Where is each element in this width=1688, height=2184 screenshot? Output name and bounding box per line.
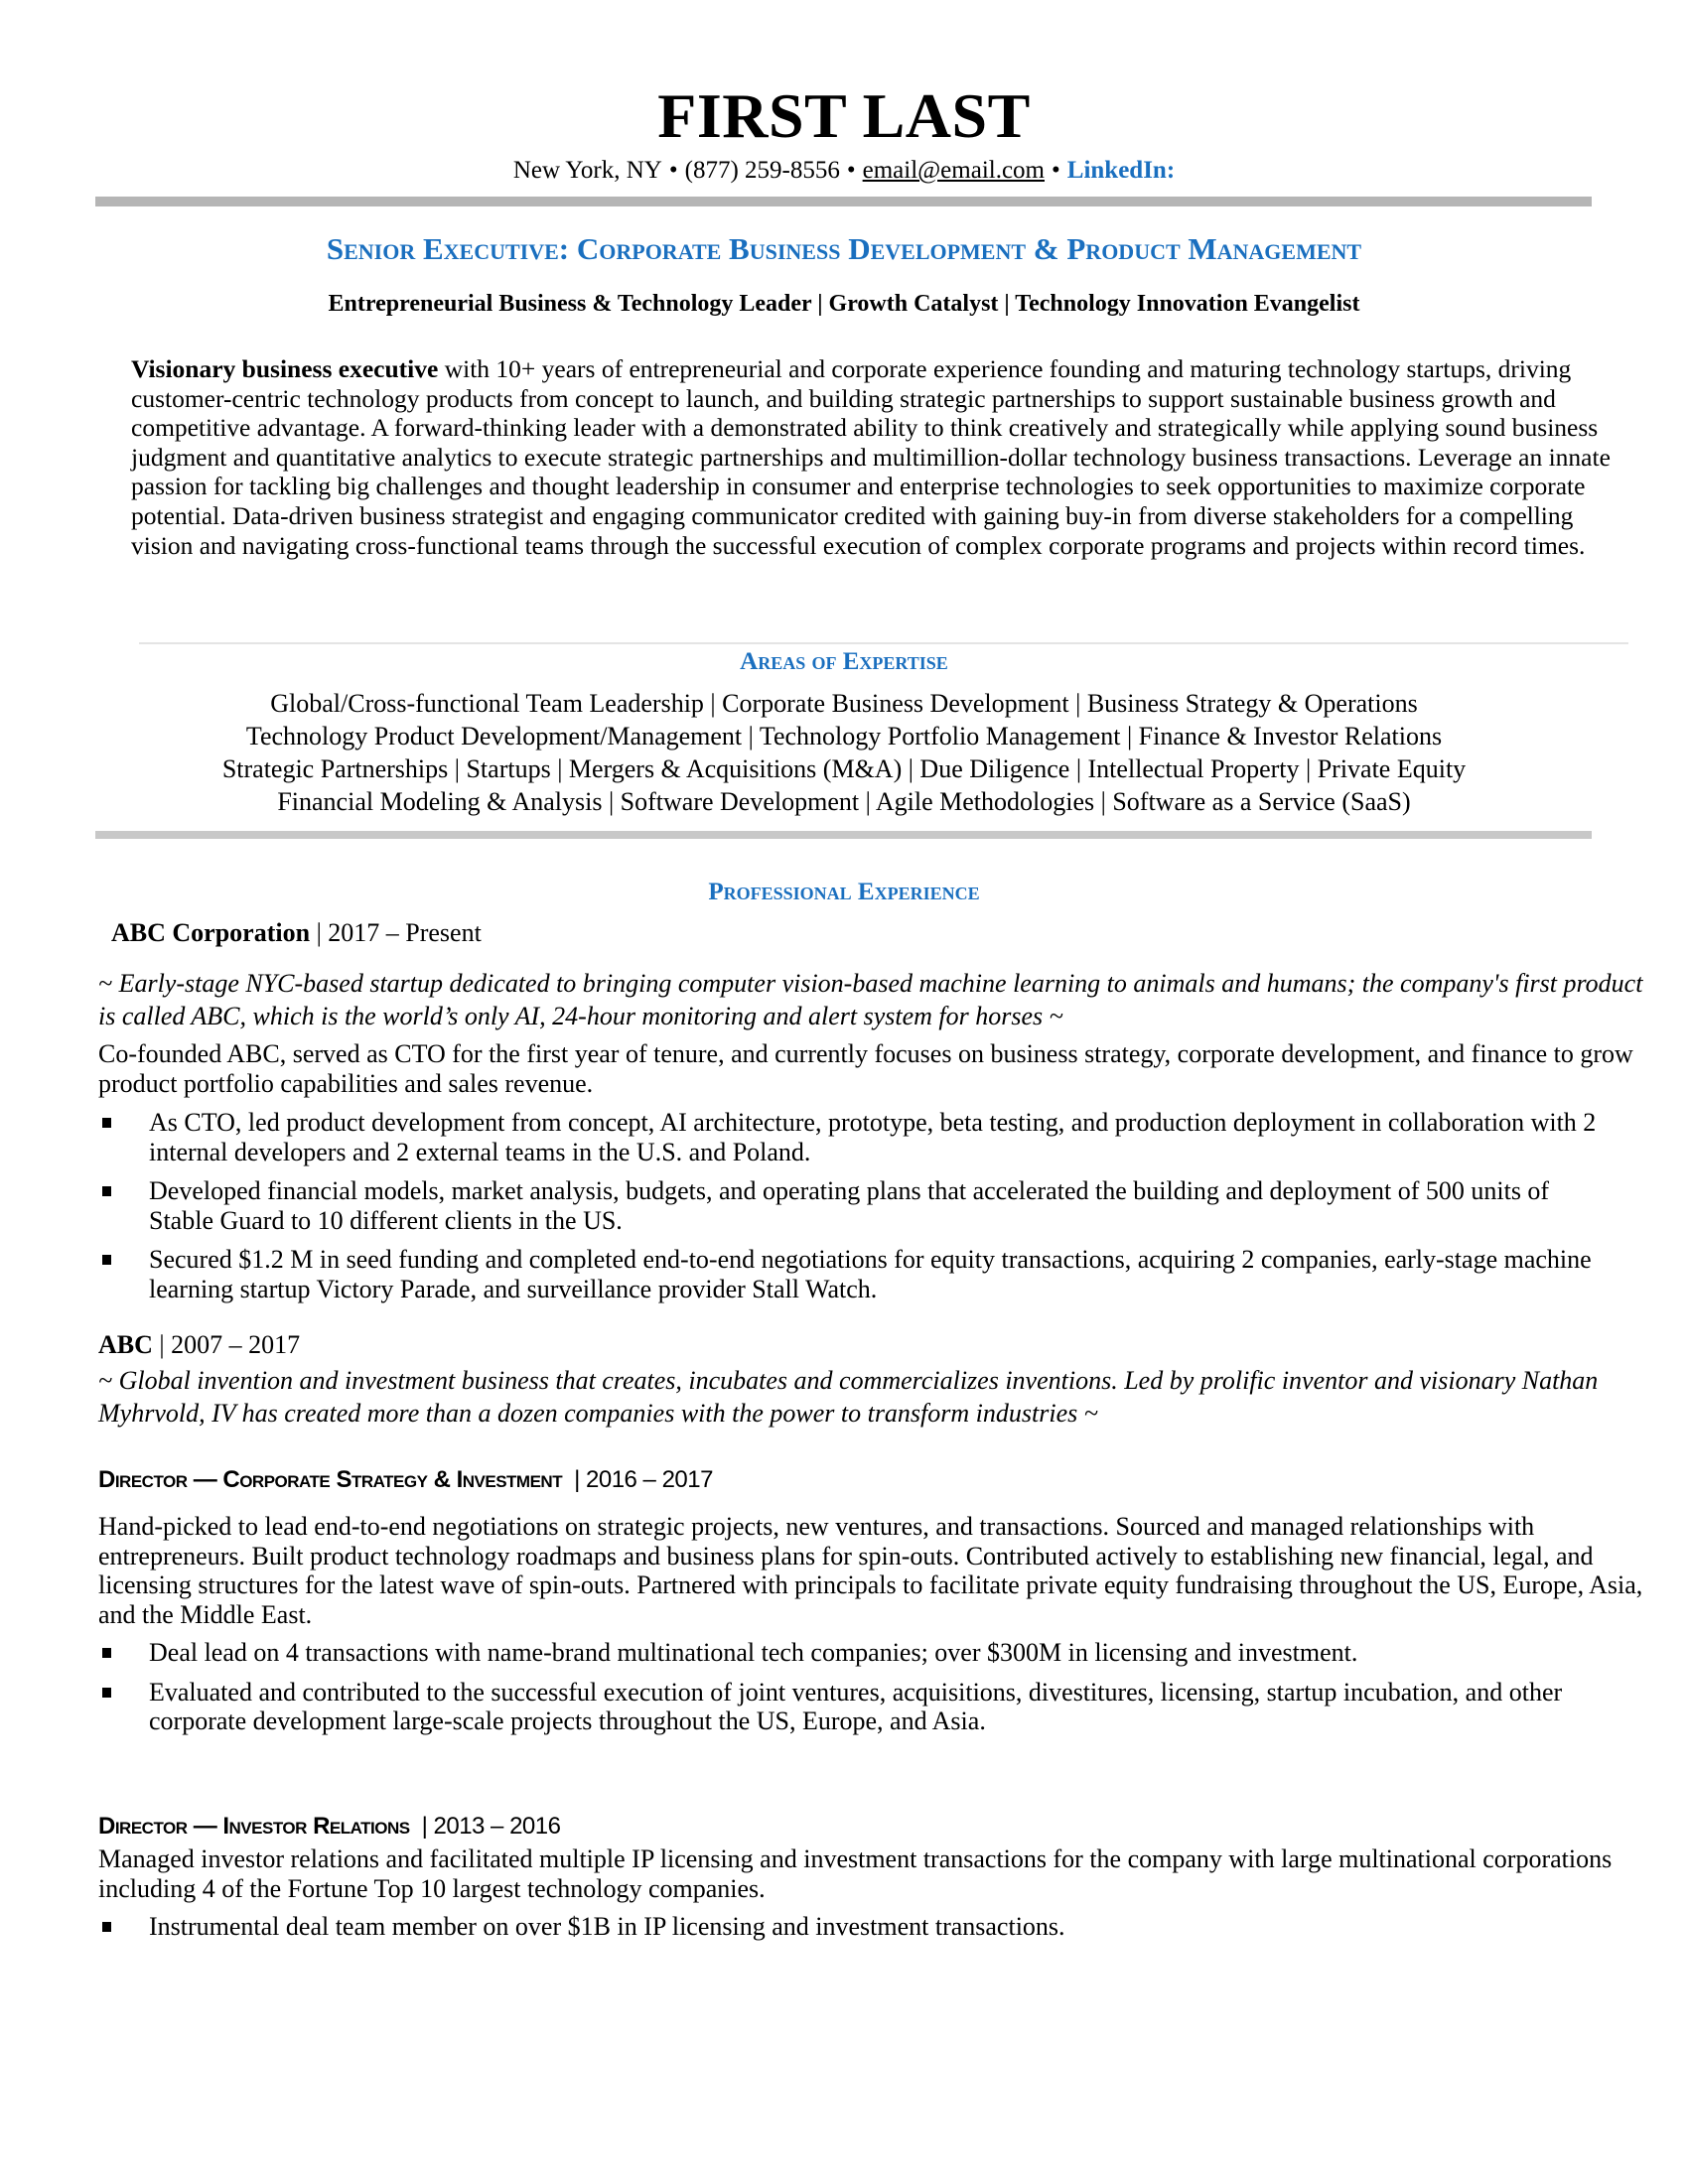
role-dates: | 2016 – 2017 [574,1466,713,1493]
summary-lead: Visionary business executive [131,354,439,383]
role-heading [98,1812,560,1842]
role-dates: | 2013 – 2016 [421,1813,561,1840]
role-title: Director — Corporate Strategy & Investment [98,1466,563,1493]
expertise-line: Strategic Partnerships | Startups | Mergers & Acquisitions (M&A) | Due Diligence | Intellectual Property | Private Equity [221,754,1467,783]
expertise-line: Financial Modeling & Analysis | Software Development | Agile Methodologies | Software as a Service (SaaS) [277,787,1411,816]
role-heading [98,1465,713,1495]
summary-paragraph [131,354,1640,560]
bullet-text: Developed financial models, market analysis, budgets, and operating plans that accelerated the building and deployment of 500 units of Stable Guard to 10 different clients in the US. [149,1176,1550,1235]
bullet-separator: • [1052,157,1060,184]
professional-title: Senior Executive: Corporate Business Development & Product Management [326,231,1362,266]
square-bullet-icon [102,1118,111,1128]
summary-text: with 10+ years of entrepreneurial and corporate experience founding and maturing technology startups, driving customer-centric technology products from concept to launch, and building strategic partnerships to support sustainable business growth and competitive advantage. A forward-thinking leader with a demonstrated ability to think creatively and strategically while applying sound business judgment and quantitative analytics to execute strategic partnerships and multimillion-dollar technology business transactions. Leverage an innate passion for tackling big challenges and thought leadership in consumer and enterprise technologies to seek opportunities to maximize corporate potential. Data-driven business strategist and engaging communicator credited with gaining buy-in from diverse stakeholders for a compelling vision and navigating cross-functional teams through the successful execution of complex corporate programs and projects within record times. [131,354,1611,560]
section-heading-experience: Professional Experience [708,879,980,905]
job-company-line [98,1330,300,1360]
expertise-line: Global/Cross-functional Team Leadership | Corporate Business Development | Business Strategy & Operations [270,689,1418,718]
expertise-divider-bar [95,831,1592,839]
company-name: ABC Corporation [111,918,311,947]
summary-divider [139,642,1628,644]
bullet-text: As CTO, led product development from concept, AI architecture, prototype, beta testing, and production deployment in collaboration with 2 internal developers and 2 external teams in the U.S. and Poland. [149,1108,1597,1166]
bullet-item [98,1245,1608,1303]
contact-line [0,156,1688,186]
contact-email-link[interactable]: email@email.com [862,157,1045,184]
bullet-text: Evaluated and contributed to the successful execution of joint ventures, acquisitions, divestitures, licensing, startup incubation, and other corporate development large-scale projects throughout the US, Europe, and Asia. [149,1677,1563,1735]
contact-location: New York, NY [512,157,662,184]
square-bullet-icon [102,1688,111,1698]
contact-phone: (877) 259-8556 [684,157,840,184]
company-description: ~ Global invention and investment business that creates, incubates and commercializes inventions. Led by prolific inventor and visionary Nathan Myhrvold, IV has created more than a dozen companies with the power to transform industries ~ [98,1366,1599,1428]
expertise-line: Technology Product Development/Management | Technology Portfolio Management | Finance & Investor Relations [245,722,1443,751]
square-bullet-icon [102,1922,111,1932]
bullet-text: Deal lead on 4 transactions with name-brand multinational tech companies; over $300M in licensing and investment. [149,1638,1358,1667]
square-bullet-icon [102,1648,111,1658]
bullet-text: Secured $1.2 M in seed funding and completed end-to-end negotiations for equity transactions, acquiring 2 companies, early-stage machine learning startup Victory Parade, and surveillance provider Stall Watch. [149,1245,1592,1303]
job-bullets [98,1108,1608,1313]
bullet-separator: • [846,157,856,184]
job-company-line [111,918,482,948]
expertise-list [0,687,1688,818]
role-summary: Managed investor relations and facilitated multiple IP licensing and investment transactions for the company with large multinational corporations including 4 of the Fortune Top 10 largest technology companies. [98,1844,1613,1903]
role-title: Director — Investor Relations [98,1813,410,1840]
role-summary: Hand-picked to lead end-to-end negotiations on strategic projects, new ventures, and transactions. Sourced and managed relationships with entrepreneurs. Built product technology roadmaps and business plans for spin-outs. Contributed actively to establishing new financial, legal, and licensing structures for the latest wave of spin-outs. Partnered with principals to facilitate private equity fundraising throughout the US, Europe, Asia, and the Middle East. [98,1512,1643,1629]
bullet-item [98,1638,1608,1668]
bullet-item [98,1912,1608,1942]
contact-linkedin-link[interactable]: LinkedIn: [1066,157,1176,184]
role-bullets [98,1912,1608,1952]
bullet-separator: • [668,157,678,184]
company-name: ABC [98,1330,153,1359]
bullet-item [98,1678,1608,1736]
job-dates: | 2007 – 2017 [159,1330,301,1359]
section-heading-expertise: Areas of Expertise [740,648,948,675]
company-description: ~ Early-stage NYC-based startup dedicated to bringing computer vision-based machine learning to animals and humans; the company's first product is called ABC, which is the world’s only AI, 24-hour monitoring and alert system for horses ~ [98,969,1643,1030]
role-bullets [98,1638,1608,1746]
bullet-text: Instrumental deal team member on over $1B in IP licensing and investment transactions. [149,1912,1065,1941]
job-summary: Co-founded ABC, served as CTO for the first year of tenure, and currently focuses on business strategy, corporate development, and finance to grow product portfolio capabilities and sales revenue. [98,1039,1633,1098]
square-bullet-icon [102,1255,111,1265]
professional-tagline: Entrepreneurial Business & Technology Leader | Growth Catalyst | Technology Innovation Evangelist [328,291,1360,317]
header-divider-bar [95,197,1592,206]
job-dates: | 2017 – Present [316,918,482,947]
candidate-name: FIRST LAST [657,80,1031,151]
bullet-item [98,1176,1608,1235]
square-bullet-icon [102,1186,111,1196]
bullet-item [98,1108,1608,1166]
